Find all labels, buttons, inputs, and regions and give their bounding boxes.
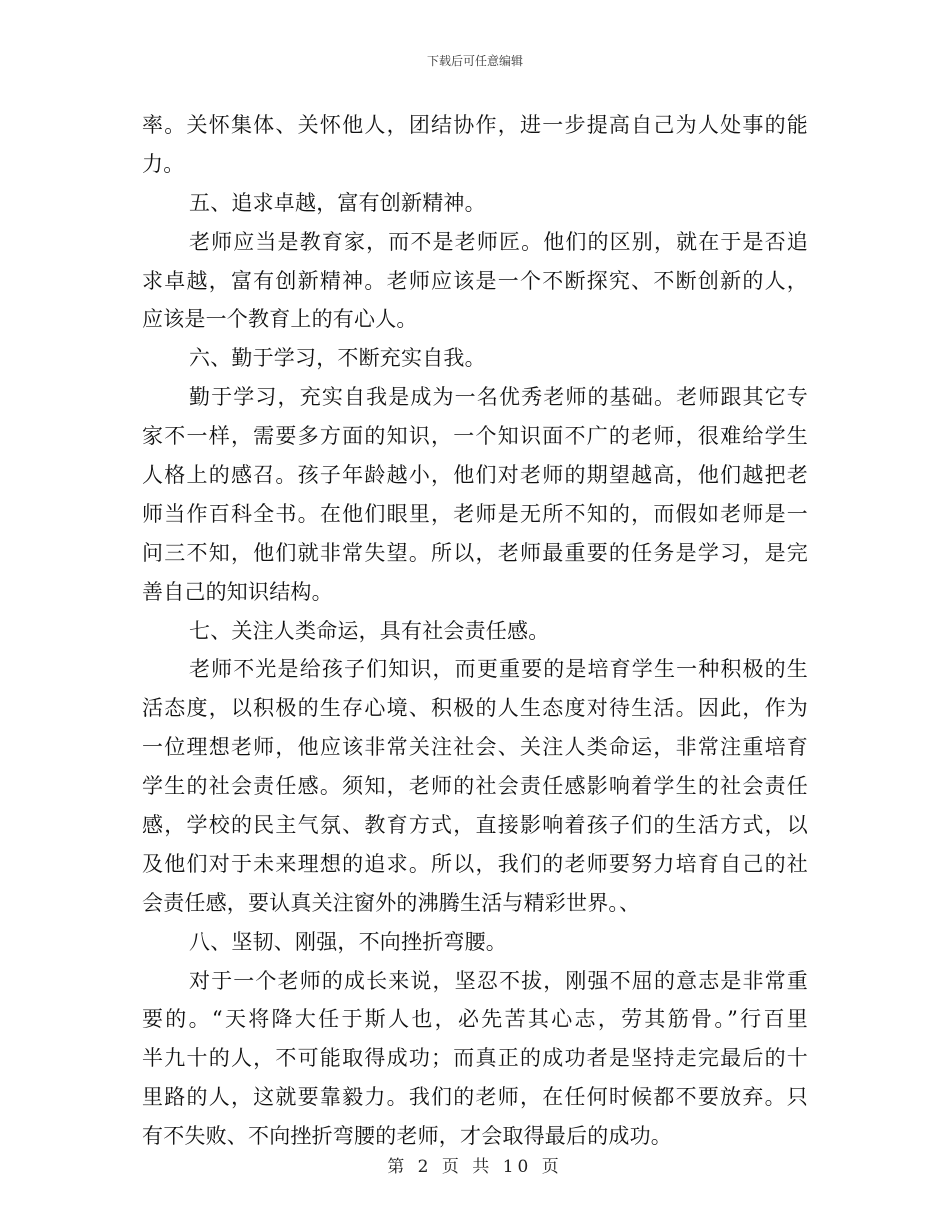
paragraph-line: 师当作百科全书。在他们眼里，老师是无所不知的，而假如老师是一 [142, 501, 808, 526]
paragraph-line: 家不一样，需要多方面的知识，一个知识面不广的老师，很难给学生 [142, 424, 808, 449]
paragraph-line: 半九十的人，不可能取得成功；而真正的成功者是坚持走完最后的十 [142, 1046, 808, 1071]
paragraph-line: 及他们对于未来理想的追求。所以，我们的老师要努力培育自己的社 [142, 851, 808, 876]
paragraph-line: 老师不光是给孩子们知识，而更重要的是培育学生一种积极的生 [189, 657, 808, 682]
paragraph-line: 问三不知，他们就非常失望。所以，老师最重要的任务是学习，是完 [142, 540, 808, 565]
section-heading: 七、关注人类命运，具有社会责任感。 [189, 618, 550, 643]
paragraph-line: 要的。“天将降大任于斯人也，必先苦其心志，劳其筋骨。”行百里 [142, 1007, 808, 1032]
section-heading: 八、坚韧、刚强，不向挫折弯腰。 [189, 929, 507, 954]
paragraph-line: 人格上的感召。孩子年龄越小，他们对老师的期望越高，他们越把老 [142, 463, 808, 488]
section-heading: 六、勤于学习，不断充实自我。 [189, 346, 486, 371]
paragraph-line: 善自己的知识结构。 [142, 579, 333, 604]
paragraph-line: 会责任感，要认真关注窗外的沸腾生活与精彩世界。、 [142, 890, 641, 915]
paragraph-line: 一位理想老师，他应该非常关注社会、关注人类命运，非常注重培育 [142, 735, 808, 760]
paragraph-line: 学生的社会责任感。须知，老师的社会责任感影响着学生的社会责任 [142, 774, 808, 799]
page-number-footer: 第 2 页 共 10 页 [387, 1157, 563, 1177]
paragraph-line: 勤于学习，充实自我是成为一名优秀老师的基础。老师跟其它专 [189, 385, 808, 410]
page-header: 下载后可任意编辑 [426, 54, 523, 68]
paragraph-line: 活态度，以积极的生存心境、积极的人生态度对待生活。因此，作为 [142, 696, 808, 721]
section-heading: 五、追求卓越，富有创新精神。 [189, 190, 486, 215]
paragraph-line: 力。 [142, 151, 185, 176]
paragraph-line: 应该是一个教育上的有心人。 [142, 307, 418, 332]
paragraph-line: 求卓越，富有创新精神。老师应该是一个不断探究、不断创新的人， [142, 268, 808, 293]
paragraph-line: 率。关怀集体、关怀他人，团结协作，进一步提高自己为人处事的能 [142, 113, 808, 137]
paragraph-line: 老师应当是教育家，而不是老师匠。他们的区别，就在于是否追 [189, 229, 808, 254]
paragraph-line: 里路的人，这就要靠毅力。我们的老师，在任何时候都不要放弃。只 [142, 1085, 808, 1110]
paragraph-line: 感，学校的民主气氛、教育方式，直接影响着孩子们的生活方式，以 [142, 813, 808, 838]
paragraph-line: 有不失败、不向挫折弯腰的老师，才会取得最后的成功。 [142, 1124, 672, 1149]
paragraph-line: 对于一个老师的成长来说，坚忍不拔，刚强不屈的意志是非常重 [189, 968, 808, 993]
document-body [142, 106, 808, 1156]
